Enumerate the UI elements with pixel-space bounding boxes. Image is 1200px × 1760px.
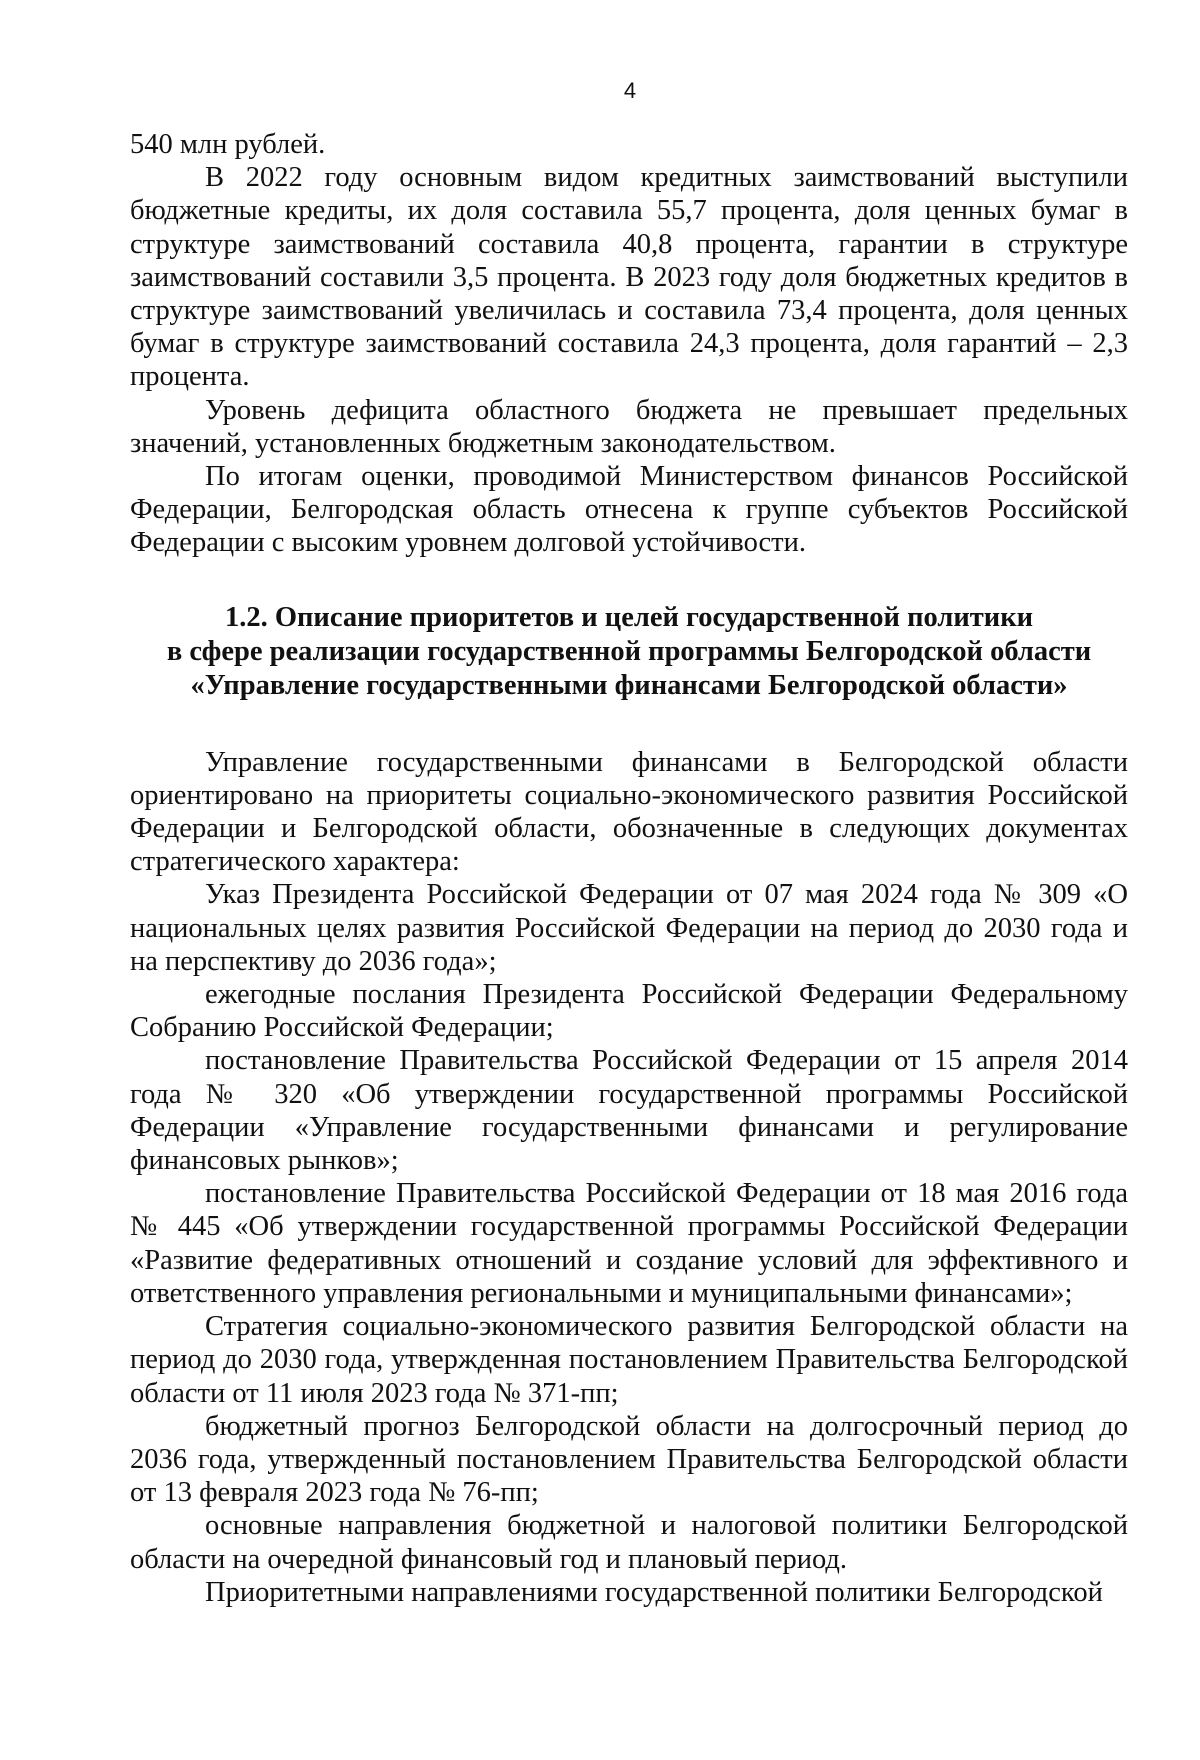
- paragraph-continuation: 540 млн рублей.: [130, 129, 326, 160]
- list-item-annual-addresses: ежегодные послания Президента Российской Федерации Федеральному Собранию Российской Федерации;: [130, 979, 1128, 1044]
- page-number: 4: [623, 78, 637, 103]
- paragraph-priority-directions: Приоритетными направлениями государственной политики Белгородской: [205, 1576, 1103, 1608]
- section-heading: [130, 560, 1128, 746]
- paragraph-debt-sustainability: По итогам оценки, проводимой Министерством финансов Российской Федерации, Белгородская область отнесена к группе субъектов Российской Федерации с высоким уровнем долговой устойчивости.: [130, 461, 1128, 559]
- section-heading-line: «Управление государственными финансами Белгородской области»: [190, 669, 1068, 701]
- list-item-government-resolution-445: постановление Правительства Российской Федерации от 18 мая 2016 года № 445 «Об утверждении государственной программы Российской Федерации «Развитие федеративных отношений и создание условий для эффективного и ответственного управления региональными и муниципальными финансами»;: [130, 1178, 1128, 1309]
- paragraph-priorities-intro: Управление государственными финансами в Белгородской области ориентировано на приоритеты социально-экономического развития Российской Федерации и Белгородской области, обозначенные в следующих документах стратегического характера:: [130, 746, 1128, 878]
- section-heading-line: 1.2. Описание приоритетов и целей государственной политики: [224, 601, 1034, 633]
- paragraph-deficit-level: Уровень дефицита областного бюджета не превышает предельных значений, установленных бюджетным законодательством.: [130, 394, 1128, 459]
- list-item-budget-tax-policy: основные направления бюджетной и налоговой политики Белгородской области на очередной финансовый год и плановый период.: [130, 1510, 1128, 1575]
- list-item-development-strategy: Стратегия социально-экономического развития Белгородской области на период до 2030 года, утвержденная постановлением Правительства Белгородской области от 11 июля 2023 года № 371-пп;: [130, 1311, 1128, 1409]
- list-item-budget-forecast: бюджетный прогноз Белгородской области на долгосрочный период до 2036 года, утвержденный постановлением Правительства Белгородской области от 13 февраля 2023 года № 76-пп;: [130, 1410, 1128, 1509]
- list-item-government-resolution-320: постановление Правительства Российской Федерации от 15 апреля 2014 года № 320 «Об утверждении государственной программы Российской Федерации «Управление государственными финансами и регулирование финансовых рынков»;: [130, 1045, 1128, 1177]
- section-heading-line: в сфере реализации государственной программы Белгородской области: [166, 635, 1092, 667]
- document-body: [130, 128, 1128, 1609]
- paragraph-borrowings-structure: В 2022 году основным видом кредитных заимствований выступили бюджетные кредиты, их доля составила 55,7 процента, доля ценных бумаг в структуре заимствований составила 40,8 процента, гарантии в структуре заимствований составили 3,5 процента. В 2023 году доля бюджетных кредитов в структуре заимствований увеличилась и составила 73,4 процента, доля ценных бумаг в структуре заимствований составила 24,3 процента, доля гарантий – 2,3 процента.: [130, 162, 1128, 393]
- list-item-presidential-decree: Указ Президента Российской Федерации от 07 мая 2024 года № 309 «О национальных целях развития Российской Федерации на период до 2030 года и на перспективу до 2036 года»;: [130, 879, 1128, 977]
